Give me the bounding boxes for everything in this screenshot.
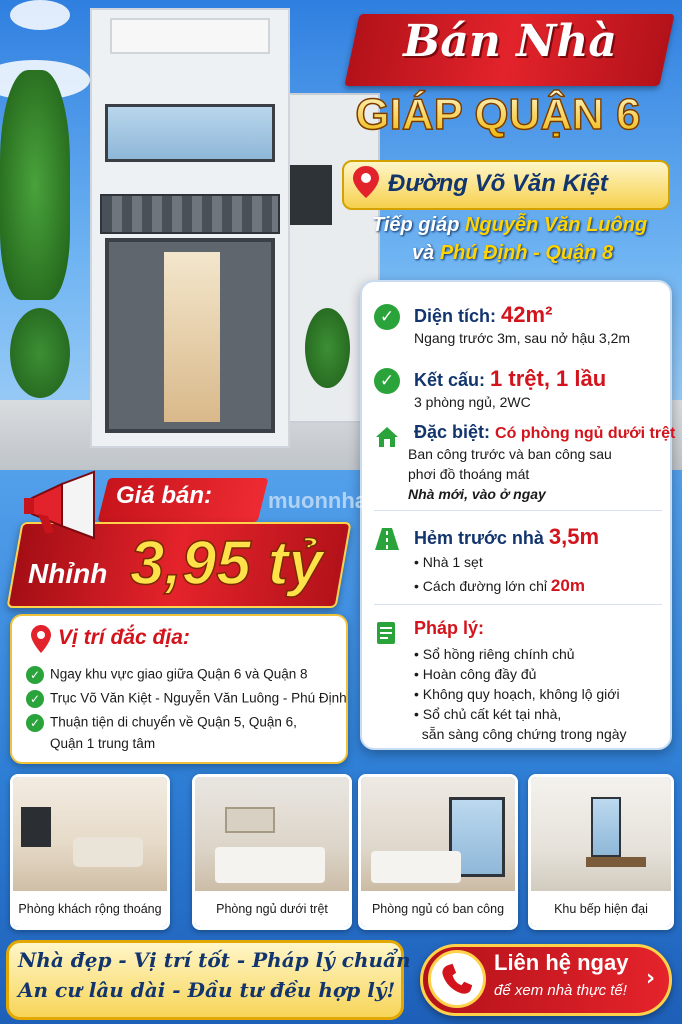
special-detail-1: Ban công trước và ban công sau bbox=[408, 446, 612, 462]
alley-detail-2 bbox=[414, 576, 585, 596]
location-item bbox=[26, 690, 347, 708]
location-pin-icon bbox=[30, 624, 52, 654]
special-label: Đặc biệt: bbox=[414, 422, 491, 442]
photo-balcony-bedroom[interactable] bbox=[358, 774, 518, 930]
house-interior-view bbox=[164, 252, 220, 422]
page-subtitle: GIÁP QUẬN 6 bbox=[318, 90, 678, 140]
legal-label: Pháp lý: bbox=[414, 618, 485, 638]
photo-living-room[interactable] bbox=[10, 774, 170, 930]
check-icon: ✓ bbox=[26, 666, 44, 684]
slogan-line-2: An cư lâu dài - Đầu tư đều hợp lý! bbox=[18, 978, 396, 1002]
house-rooftop bbox=[110, 18, 270, 54]
alley-label: Hẻm trước nhà bbox=[414, 528, 544, 548]
photo-caption: Phòng ngủ dưới trệt bbox=[195, 891, 349, 927]
house-icon bbox=[374, 424, 400, 450]
photo-caption: Phòng khách rộng thoáng bbox=[13, 891, 167, 927]
photo-ground-bedroom[interactable] bbox=[192, 774, 352, 930]
house-gate bbox=[105, 238, 275, 433]
alley-heading bbox=[414, 524, 599, 550]
legal-item: • Không quy hoạch, không lộ giới bbox=[414, 686, 620, 702]
page-title: Bán Nhà bbox=[403, 16, 617, 67]
wall-art bbox=[225, 807, 275, 833]
contact-sub-label[interactable]: để xem nhà thực tế! bbox=[494, 982, 627, 999]
photo-caption: Khu bếp hiện đại bbox=[531, 891, 671, 927]
divider bbox=[374, 604, 662, 605]
adjacent-street-1: Nguyễn Văn Luông bbox=[464, 214, 648, 236]
price-value: 3,95 tỷ bbox=[130, 529, 324, 598]
location-item bbox=[26, 666, 307, 684]
special-heading bbox=[414, 422, 675, 443]
street-name: Đường Võ Văn Kiệt bbox=[388, 170, 608, 197]
price-prefix: Nhỉnh bbox=[28, 558, 108, 589]
info-card bbox=[360, 280, 676, 750]
check-icon: ✓ bbox=[374, 304, 400, 330]
location-item-continued: Quận 1 trung tâm bbox=[50, 736, 156, 751]
alley-detail-2-prefix: • Cách đường lớn chỉ bbox=[414, 578, 548, 594]
house-photo bbox=[60, 8, 350, 448]
special-detail-3: Nhà mới, vào ở ngay bbox=[408, 486, 546, 502]
structure-value: 1 trệt, 1 lầu bbox=[490, 366, 607, 391]
kitchen-window bbox=[591, 797, 621, 857]
legal-item: • Sổ chủ cất két tại nhà, bbox=[414, 706, 562, 722]
potted-plant bbox=[10, 308, 70, 398]
location-item-text: Thuận tiện di chuyển về Quận 5, Quận 6, bbox=[50, 714, 297, 730]
structure-detail: 3 phòng ngủ, 2WC bbox=[414, 394, 531, 410]
arrow-right-icon[interactable]: › bbox=[646, 966, 656, 991]
location-item bbox=[26, 714, 297, 732]
phone-icon bbox=[428, 950, 486, 1008]
location-card bbox=[10, 614, 348, 764]
special-value: Có phòng ngủ dưới trệt bbox=[495, 425, 676, 442]
check-icon: ✓ bbox=[26, 690, 44, 708]
legal-item: sẵn sàng công chứng trong ngày bbox=[414, 726, 627, 742]
watermark: muonnha bbox=[268, 488, 367, 513]
special-detail-2: phơi đồ thoáng mát bbox=[408, 466, 530, 482]
legal-item: • Hoàn công đầy đủ bbox=[414, 666, 537, 682]
adjacent-conj: và bbox=[412, 242, 435, 264]
adjacent-line-2 bbox=[412, 242, 613, 265]
adjacent-prefix: Tiếp giáp bbox=[372, 214, 460, 236]
house-balcony bbox=[105, 104, 275, 162]
road-icon bbox=[374, 526, 400, 552]
location-item-text: Trục Võ Văn Kiệt - Nguyễn Văn Luông - Phú Định bbox=[50, 690, 347, 706]
potted-plant bbox=[305, 308, 350, 388]
location-item-text: Ngay khu vực giao giữa Quận 6 và Quận 8 bbox=[50, 666, 308, 682]
legal-item: • Sổ hồng riêng chính chủ bbox=[414, 646, 575, 662]
legal-heading bbox=[414, 618, 484, 639]
divider bbox=[374, 510, 662, 511]
bed bbox=[371, 851, 461, 883]
check-icon: ✓ bbox=[374, 368, 400, 394]
photo-kitchen[interactable] bbox=[528, 774, 674, 930]
area-detail: Ngang trước 3m, sau nở hậu 3,2m bbox=[414, 330, 631, 346]
slogan-line-1: Nhà đẹp - Vị trí tốt - Pháp lý chuẩn bbox=[18, 948, 411, 972]
location-pin-icon bbox=[352, 165, 380, 199]
sofa bbox=[73, 837, 143, 867]
contact-main-label[interactable]: Liên hệ ngay bbox=[494, 950, 629, 975]
area-heading bbox=[414, 302, 552, 328]
tv bbox=[21, 807, 51, 847]
bed bbox=[215, 847, 325, 883]
area-value: 42m² bbox=[501, 302, 553, 327]
price-label: Giá bán: bbox=[116, 482, 213, 509]
alley-detail-2-value: 20m bbox=[550, 576, 585, 595]
adjacent-line-1 bbox=[372, 214, 647, 237]
area-label: Diện tích: bbox=[414, 306, 497, 326]
dining-table bbox=[586, 857, 646, 867]
check-icon: ✓ bbox=[26, 714, 44, 732]
document-icon bbox=[374, 620, 400, 646]
alley-detail-1: • Nhà 1 sẹt bbox=[414, 554, 483, 570]
adjacent-street-2: Phú Định - Quận 8 bbox=[439, 242, 614, 264]
location-title: Vị trí đắc địa: bbox=[58, 626, 190, 649]
photo-caption: Phòng ngủ có ban công bbox=[361, 891, 515, 927]
house-ornament bbox=[100, 194, 280, 234]
megaphone-icon bbox=[22, 470, 108, 540]
alley-value: 3,5m bbox=[548, 524, 600, 549]
structure-heading bbox=[414, 366, 606, 392]
structure-label: Kết cấu: bbox=[414, 370, 486, 390]
